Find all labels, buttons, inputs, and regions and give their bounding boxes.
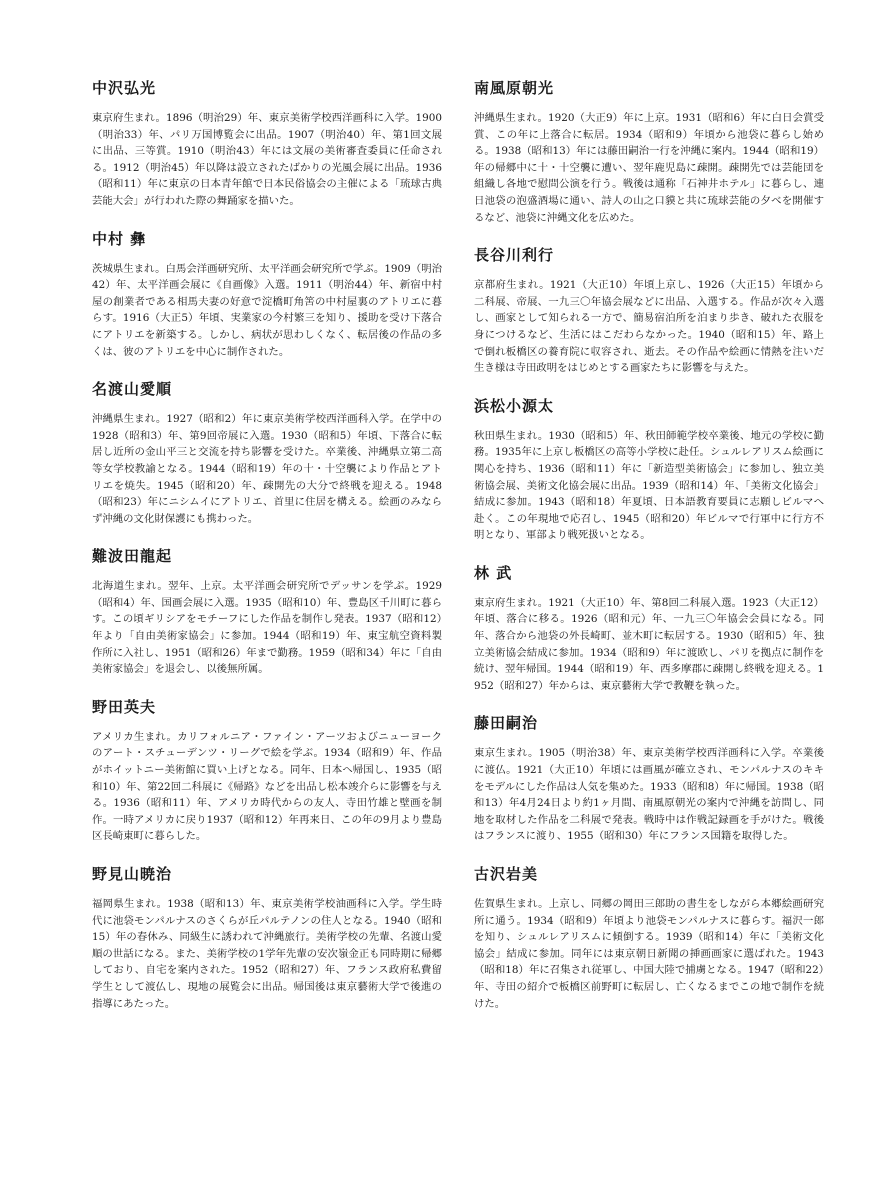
artist-bio: 北海道生まれ。翌年、上京。太平洋画会研究所でデッサンを学ぶ。1929（昭和4）年、国画会展に入選。1935（昭和10）年、豊島区千川町に暮らす。この頃ギリシアをモチーフにした作品を制作し発表。1937（昭和12）年より「自由美術家協会」に参加。1944（昭和19）年、東宝航空資料製作所に入社し、1951（昭和26）年まで勤務。1959（昭和34）年に「自由美術家協会」を退会し、以後無所属。	[92, 580, 442, 676]
artist-name: 長谷川利行	[474, 246, 555, 265]
artist-entry	[474, 864, 824, 1012]
right-column	[474, 78, 824, 1031]
artist-name: 名渡山愛順	[92, 380, 173, 399]
artist-entry	[474, 396, 824, 544]
artist-entry	[474, 563, 824, 695]
artist-name: 中沢弘光	[92, 79, 157, 97]
artist-bio: 東京府生まれ。1896（明治29）年、東京美術学校西洋画科に入学。1900（明治33）年、パリ万国博覧会に出品。1907（明治40）年、第1回文展に出品、三等賞。1910（明治43）年には文展の美術審査委員に任命される。1912（明治45）年以降は設立されたばかりの光風会展に出品。1936（昭和11）年に東京の日本青年館で日本民俗協会の主催による「琉球古典芸能大会」が行われた際の舞踊家を描いた。	[92, 112, 442, 207]
artist-entry	[92, 697, 442, 845]
artist-entry	[474, 78, 824, 226]
artist-name: 浜松小源太	[474, 396, 555, 415]
artist-name: 古沢岩美	[474, 865, 539, 883]
artist-entry	[474, 245, 824, 377]
artist-name: 中村 彝	[92, 229, 147, 248]
artist-bio: 東京生まれ。1905（明治38）年、東京美術学校西洋画科に入学。卒業後に渡仏。1921（大正10）年頃には画風が確立され、モンパルナスのキキをモデルにした作品は人気を集めた。1933（昭和8）年に帰国。1938（昭和13）年4月24日より約1ヶ月間、南風原朝光の案内で沖縄を訪問し、同地を取材した作品を二科展で発表。戦時中は作戦記録画を手がけた。戦後はフランスに渡り、1955（昭和30）年にフランス国籍を取得した。	[474, 747, 824, 843]
artist-bio: アメリカ生まれ。カリフォルニア・ファイン・アーツおよびニューヨークのアート・スチューデンツ・リーグで絵を学ぶ。1934（昭和9）年、作品がホイットニー美術館に買い上げとなる。同年、日本へ帰国し、1935（昭和10）年、第22回二科展に《帰路》などを出品し松本竣介らに影響を与える。1936（昭和11）年、アメリカ時代からの友人、寺田竹雄と壁画を制作。一時アメリカに戻り1937（昭和12）年再来日、この年の9月より豊島区長崎東町に暮らした。	[92, 730, 442, 843]
artist-bio: 茨城県生まれ。白馬会洋画研究所、太平洋画会研究所で学ぶ。1909（明治42）年、太平洋画会展に《自画像》入選。1911（明治44）年、新宿中村屋の創業者である相馬夫妻の好意で淀橋町角筈の中村屋裏のアトリエに暮らす。1916（大正5）年頃、実業家の今村繁三を知り、援助を受け下落合にアトリエを新築する。しかし、病状が思わしくなく、転居後の作品の多くは、彼のアトリエを中心に制作された。	[92, 262, 442, 358]
artist-name: 難波田龍起	[92, 547, 173, 566]
artist-name: 林 武	[474, 563, 513, 582]
artist-entry	[92, 229, 442, 361]
artist-name: 藤田嗣治	[474, 714, 539, 733]
artist-bio: 佐賀県生まれ。上京し、同郷の岡田三郎助の書生をしながら本郷絵画研究所に通う。1934（昭和9）年頃より池袋モンパルナスに暮らす。福沢一郎を知り、シュルレアリスムに傾倒する。1939（昭和14）年に「美術文化協会」結成に参加。同年には東京朝日新聞の挿画画家に選ばれた。1943（昭和18）年に召集され従軍し、中国大陸で捕虜となる。1947（昭和22）年、寺田の紹介で板橋区前野町に転居し、亡くなるまでこの地で制作を続けた。	[474, 898, 824, 1010]
artist-bio: 京都府生まれ。1921（大正10）年頃上京し、1926（大正15）年頃から二科展、帝展、一九三〇年協会展などに出品、入選する。作品が次々入選し、画家として知られる一方で、簡易宿泊所を泊まり歩き、破れた衣服を身につけるなど、生活にはこだわらなかった。1940（昭和15）年、路上で倒れ板橋区の養育院に収容され、逝去。その作品や絵画に情熱を注いだ生き様は寺田政明をはじめとする画家たちに影響を与えた。	[474, 279, 824, 375]
artist-entry	[92, 546, 442, 678]
artist-name: 南風原朝光	[474, 79, 555, 97]
artist-name: 野見山暁治	[92, 865, 173, 883]
left-column	[92, 78, 442, 1031]
artist-bio: 沖縄県生まれ。1920（大正9）年に上京。1931（昭和6）年に白日会賞受賞、この年に上落合に転居。1934（昭和9）年頃から池袋に暮らし始める。1938（昭和13）年には藤田嗣治一行を沖縄に案内。1944（昭和19）年の帰郷中に十・十空襲に遭い、翌年鹿児島に疎開。疎開先では芸能団を組織し各地で慰問公演を行う。戦後は通称「石神井ホテル」に暮らし、連日池袋の泡盛酒場に通い、詩人の山之口貘と共に琉球芸能の夕べを開催するなど、池袋に沖縄文化を広めた。	[474, 112, 824, 224]
artist-entry	[474, 713, 824, 845]
artist-name: 野田英夫	[92, 697, 157, 716]
artist-entry	[92, 379, 442, 527]
artist-entry	[92, 864, 442, 1012]
artist-bio: 秋田県生まれ。1930（昭和5）年、秋田師範学校卒業後、地元の学校に勤務。1935年に上京し板橋区の高等小学校に赴任。シュルレアリスム絵画に関心を持ち、1936（昭和11）年に「新造型美術協会」に参加し、独立美術協会展、美術文化協会展に出品。1939（昭和14）年、「美術文化協会」結成に参加。1943（昭和18）年夏頃、日本語教育要員に志願しビルマへ赴く。この年現地で応召し、1945（昭和20）年ビルマで行軍中に行方不明となり、軍部より戦死扱いとなる。	[474, 429, 824, 542]
artist-bio: 福岡県生まれ。1938（昭和13）年、東京美術学校油画科に入学。学生時代に池袋モンパルナスのさくらが丘パルテノンの住人となる。1940（昭和15）年の春休み、同級生に誘われて沖縄旅行。美術学校の先輩、名渡山愛順の世話になる。また、美術学校の1学年先輩の安次嶺金正も同時期に帰郷しており、自宅を案内された。1952（昭和27）年、フランス政府私費留学生として渡仏し、現地の展覧会に出品。帰国後は東京藝術大学で後進の指導にあたった。	[92, 898, 442, 1010]
artist-bio: 東京府生まれ。1921（大正10）年、第8回二科展入選。1923（大正12）年頃、落合に移る。1926（昭和元）年、一九三〇年協会会員になる。同年、落合から池袋の外長崎町、並木町に転居する。1930（昭和5）年、独立美術協会結成に参加。1934（昭和9）年に渡欧し、パリを拠点に制作を続け、翌年帰国。1944（昭和19）年、西多摩郡に疎開し終戦を迎える。1952（昭和27）年からは、東京藝術大学で教鞭を執った。	[474, 596, 824, 692]
artist-bio: 沖縄県生まれ。1927（昭和2）年に東京美術学校西洋画科入学。在学中の1928（昭和3）年、第9回帝展に入選。1930（昭和5）年頃、下落合に転居し近所の金山平三と交流を持ち影響を受けた。卒業後、沖縄県立第二高等女学校教諭となる。1944（昭和19）年の十・十空襲により作品とアトリエを焼失。1945（昭和20）年、疎開先の大分で終戦を迎える。1948（昭和23）年にニシムイにアトリエ、首里に住居を構える。絵画のみならず沖縄の文化財保護にも携わった。	[92, 413, 442, 525]
artist-entry	[92, 78, 442, 210]
